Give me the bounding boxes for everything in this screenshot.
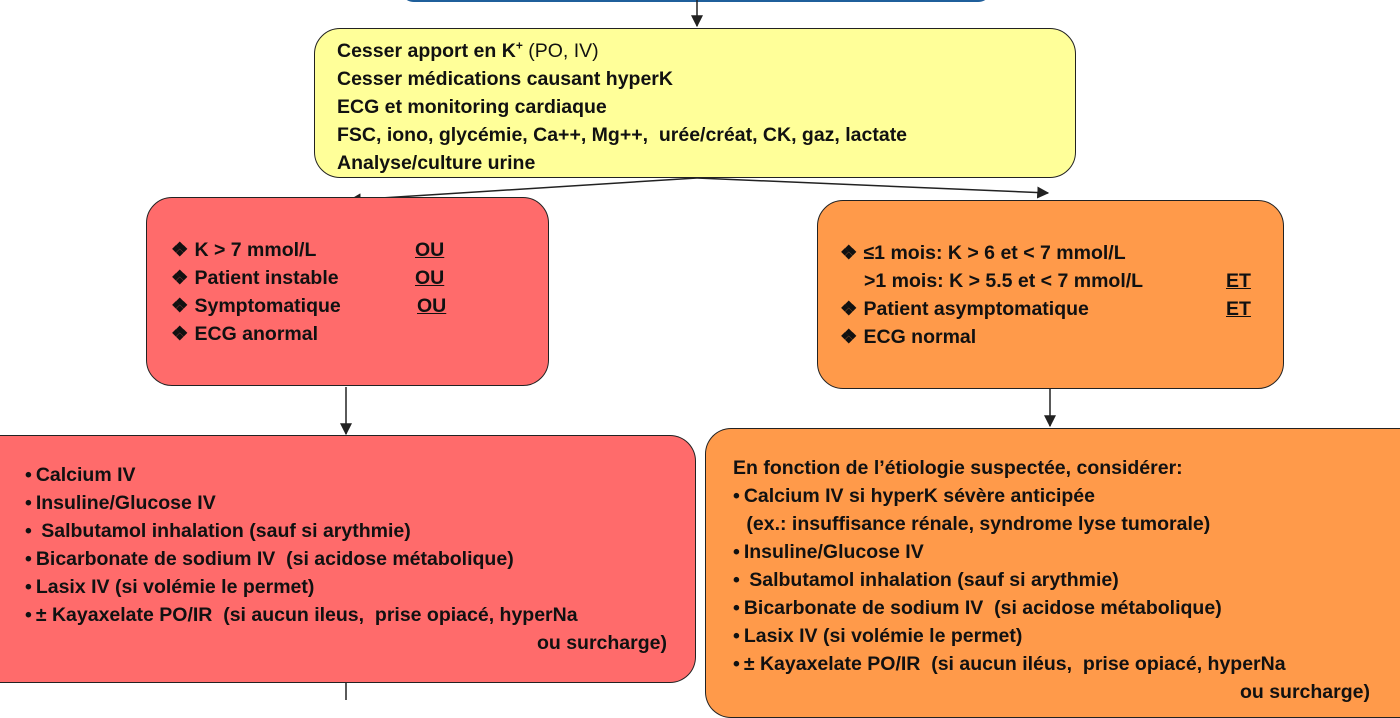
bullet-icon: • xyxy=(25,604,32,626)
measure-urine-analysis: Analyse/culture urine xyxy=(337,152,536,174)
diamond-bullet-icon: ❖ xyxy=(840,298,858,320)
treatment-intro: En fonction de l’étiologie suspectée, considérer: xyxy=(733,457,1183,479)
treatment-item: • Calcium IV si hyperK sévère anticipée xyxy=(733,485,1095,507)
bullet-icon: • xyxy=(733,541,740,563)
treatment-item: • Calcium IV xyxy=(25,464,136,486)
moderate-criteria-box xyxy=(817,200,1284,389)
measure-stop-medications: Cesser médications causant hyperK xyxy=(337,68,673,90)
conjunction-et: ET xyxy=(1226,270,1251,292)
severe-criteria-box xyxy=(146,197,549,386)
initial-measures-box xyxy=(314,28,1076,178)
bullet-icon: • xyxy=(733,597,740,619)
treatment-subitem: (ex.: insuffisance rénale, syndrome lyse tumorale) xyxy=(741,513,1211,535)
treatment-item: • Lasix IV (si volémie le permet) xyxy=(733,625,1023,647)
diamond-bullet-icon: ❖ xyxy=(171,323,189,345)
treatment-item: • Insuline/Glucose IV xyxy=(25,492,216,514)
treatment-item: • Insuline/Glucose IV xyxy=(733,541,924,563)
criteria-item: ❖ K > 7 mmol/L OU xyxy=(171,236,548,264)
treatment-continuation: ou surcharge) xyxy=(1239,681,1370,703)
diamond-bullet-icon: ❖ xyxy=(171,267,189,289)
diamond-bullet-icon: ❖ xyxy=(171,295,189,317)
diamond-bullet-icon: ❖ xyxy=(171,239,189,261)
bullet-icon: • xyxy=(25,464,32,486)
conjunction-ou: OU xyxy=(415,239,445,261)
treatment-item: • Lasix IV (si volémie le permet) xyxy=(25,576,315,598)
treatment-item: • Bicarbonate de sodium IV (si acidose métabolique) xyxy=(25,548,514,570)
measure-stop-potassium: Cesser apport en K+ (PO, IV) xyxy=(337,38,599,62)
bullet-icon: • xyxy=(733,625,740,647)
criteria-item: ❖ Patient instable OU xyxy=(171,264,548,292)
bullet-icon: • xyxy=(25,548,32,570)
treatment-item: • Salbutamol inhalation (sauf si arythmie) xyxy=(733,569,1119,591)
bullet-icon: • xyxy=(733,485,740,507)
diamond-bullet-icon: ❖ xyxy=(840,326,858,348)
bullet-icon: • xyxy=(733,569,740,591)
urgent-treatment-box xyxy=(0,435,696,683)
treatment-item: • Bicarbonate de sodium IV (si acidose métabolique) xyxy=(733,597,1222,619)
criteria-item: ❖ Symptomatique OU xyxy=(171,292,548,320)
criteria-item: ❖ Patient asymptomatique ET xyxy=(840,295,1283,323)
conjunction-et: ET xyxy=(1226,298,1251,320)
treatment-item: • ± Kayaxelate PO/IR (si aucun ileus, prise opiacé, hyperNa xyxy=(25,604,578,626)
diamond-bullet-icon: ❖ xyxy=(840,242,858,264)
measure-lab-tests: FSC, iono, glycémie, Ca++, Mg++, urée/créat, CK, gaz, lactate xyxy=(337,124,908,146)
treatment-item: • Salbutamol inhalation (sauf si arythmie) xyxy=(25,520,411,542)
criteria-item: >1 mois: K > 5.5 et < 7 mmol/L ET xyxy=(840,267,1283,295)
criteria-item: ❖ ECG normal xyxy=(840,326,977,348)
criteria-item: ❖ ECG anormal xyxy=(171,323,319,345)
bullet-icon: • xyxy=(733,653,740,675)
conjunction-ou: OU xyxy=(417,295,447,317)
treatment-continuation: ou surcharge) xyxy=(536,632,667,654)
measure-ecg-monitoring: ECG et monitoring cardiaque xyxy=(337,96,607,118)
conjunction-ou: OU xyxy=(415,267,445,289)
bullet-icon: • xyxy=(25,492,32,514)
arrow-yellow-to-right xyxy=(697,178,1048,193)
bullet-icon: • xyxy=(25,576,32,598)
bullet-icon: • xyxy=(25,520,32,542)
treatment-item: • ± Kayaxelate PO/IR (si aucun iléus, prise opiacé, hyperNa xyxy=(733,653,1286,675)
criteria-item: ❖ ≤1 mois: K > 6 et < 7 mmol/L xyxy=(840,242,1126,264)
etiology-treatment-box xyxy=(705,428,1400,718)
